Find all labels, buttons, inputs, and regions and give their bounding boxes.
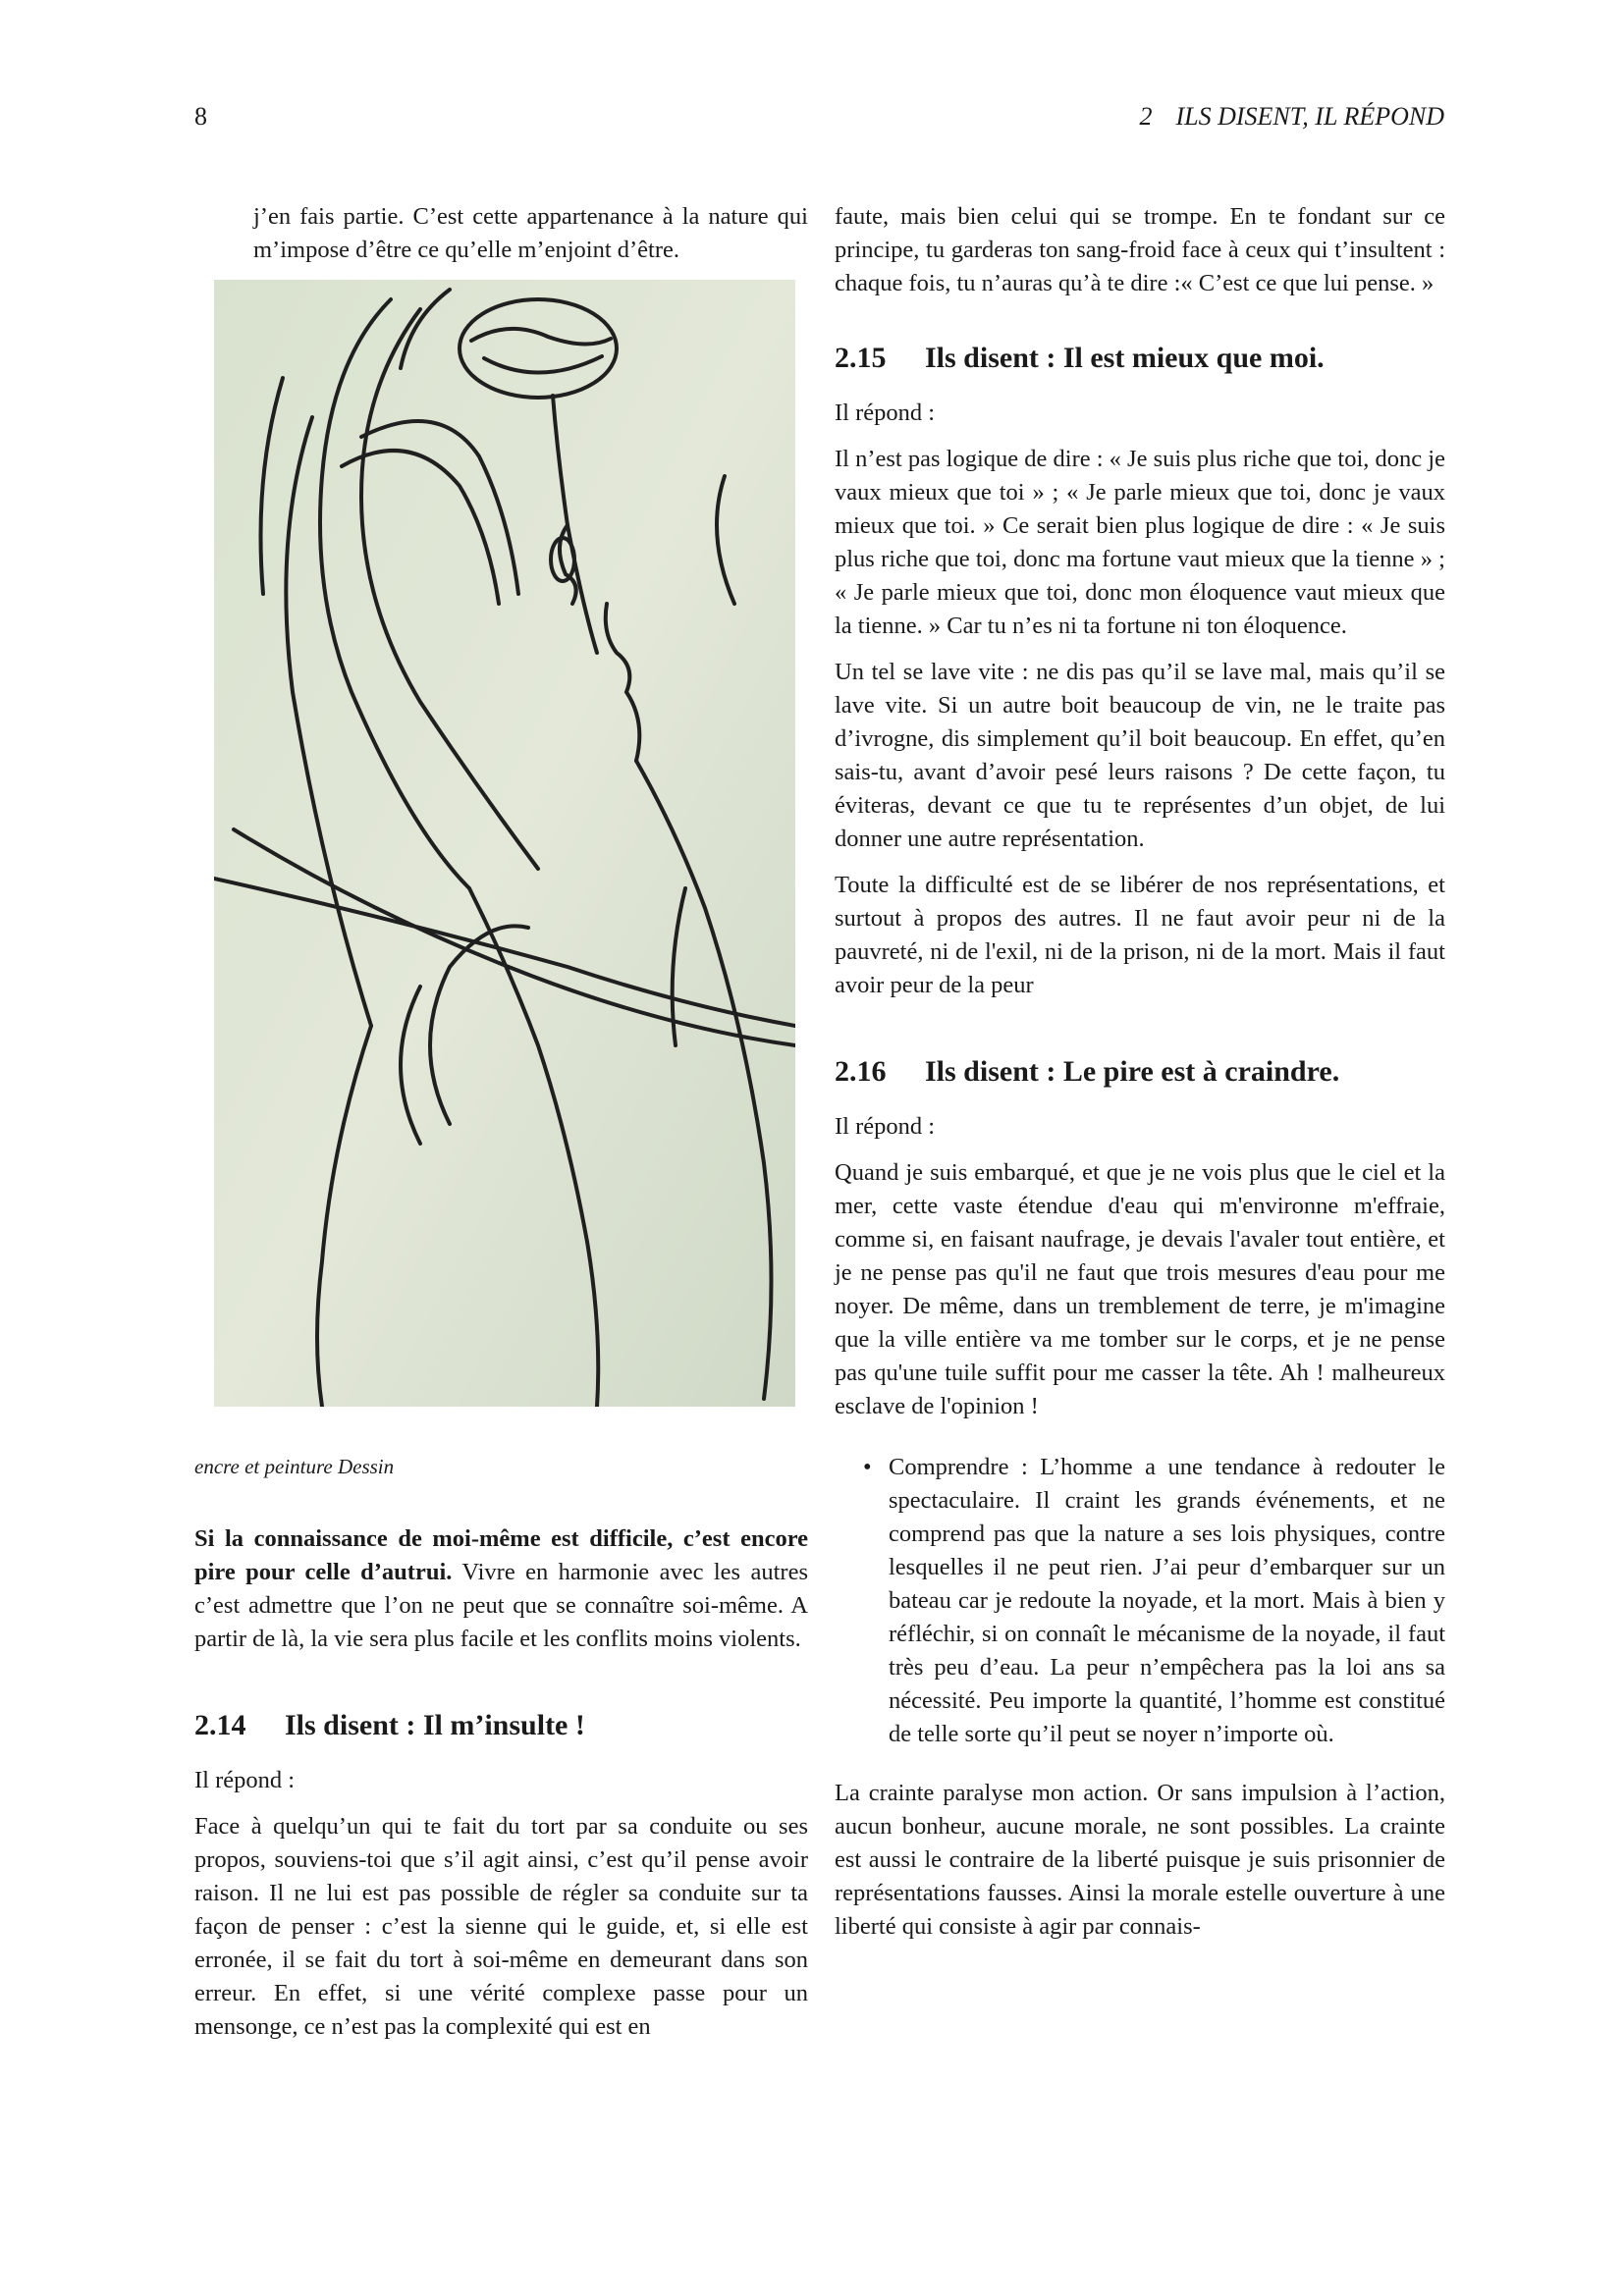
section-2-16-text: Quand je suis embarqué, et que je ne vois plus que le ciel et la mer, cette vaste étendue d'eau qui m'environne m'effraie, comme si, en faisant naufrage, je devais l'avaler tout entière, et je ne pense pas qu'il ne faut que trois mesures d'eau pour me noyer. De même, dans un tremblement de terre, je m'imagine que la ville entière va me tomber sur le corps, et je ne pense pas qu'une tuile suffit pour me casser la tête. Ah ! malheureux esclave de l'opinion ! — [835, 1159, 1445, 1419]
bold-lead: Si la connaissance de moi-même est difficile, c’est encore pire pour celle d’autrui. — [194, 1525, 808, 1585]
bullet-list — [835, 1451, 1445, 1751]
continuation-paragraph: faute, mais bien celui qui se trompe. En te fondant sur ce principe, tu garderas ton sang-froid face à ceux qui t’insultent : chaque fois, tu n’auras qu’à te dire :« C’est ce que lui pense. » — [835, 203, 1445, 296]
section-number: 2.16 — [835, 1055, 887, 1088]
section-2-15-paragraph: Il n’est pas logique de dire : « Je suis plus riche que toi, donc je vaux mieux que toi » ; « Je parle mieux que toi, donc je vaux mieux que toi. » Ce serait bien plus logique de dire : « Je suis plus riche que toi, donc ma fortune vaut mieux que la tienne » ; « Je parle mieux que toi, donc mon éloquence vaut mieux que la tienne. » Car tu n’es ni ta fortune ni ton éloquence. — [835, 446, 1445, 639]
section-number: 2.14 — [194, 1709, 246, 1741]
reply-label: Il répond : — [835, 1113, 936, 1140]
ink-drawing-figure — [214, 280, 795, 1407]
reply-label: Il répond : — [835, 400, 936, 426]
chapter-title: ILS DISENT, IL RÉPOND — [1175, 102, 1444, 131]
harmony-paragraph — [194, 1522, 808, 1656]
chapter-number: 2 — [1139, 102, 1153, 131]
section-title-text: Ils disent : Il m’insulte ! — [285, 1709, 585, 1741]
page-number: 8 — [194, 102, 207, 131]
closing-paragraph: La crainte paralyse mon action. Or sans impulsion à l’action, aucun bonheur, aucune morale, ne sont possibles. La crainte est aussi le contraire de la liberté puisque je suis prisonnier de représentations fausses. Ainsi la morale estelle ouverture à une liberté qui consiste à agir par connais- — [835, 1780, 1445, 1940]
section-number: 2.15 — [835, 342, 887, 374]
section-2-16-title — [835, 1053, 1445, 1091]
section-2-15-paragraph: Un tel se lave vite : ne dis pas qu’il se lave mal, mais qu’il se lave vite. Si un autre boit beaucoup de vin, ne le traite pas d’ivrogne, dis simplement qu’il boit beaucoup. En effet, qu’en sais-tu, avant d’avoir pesé leurs raisons ? De cette façon, tu éviteras, devant ce que tu te représentes d’un objet, de lui donner une autre représentation. — [835, 659, 1445, 852]
right-column — [835, 200, 1445, 1956]
ink-drawing-image — [214, 280, 795, 1407]
left-column — [194, 200, 808, 2056]
reply-label: Il répond : — [194, 1767, 296, 1793]
section-2-15-title — [835, 340, 1445, 377]
harmony-text: Vivre en harmonie avec les autres c’est admettre que l’on ne peut que se connaître soi-même. A partir de là, la vie sera plus facile et les conflits moins violents. — [194, 1559, 808, 1652]
figure-caption: encre et peinture Dessin — [194, 1455, 395, 1478]
section-2-15-paragraph: Toute la difficulté est de se libérer de nos représentations, et surtout à propos des autres. Il ne faut avoir peur ni de la pauvreté, ni de l'exil, ni de la prison, ni de la mort. Mais il faut avoir peur de la peur — [835, 872, 1445, 998]
section-2-14-title — [194, 1707, 808, 1744]
intro-paragraph: j’en fais partie. C’est cette appartenance à la nature qui m’impose d’être ce qu’elle m’enjoint d’être. — [253, 203, 808, 263]
chapter-heading — [1140, 102, 1445, 132]
section-title-text: Ils disent : Le pire est à craindre. — [925, 1055, 1340, 1088]
section-2-14-text: Face à quelqu’un qui te fait du tort par sa conduite ou ses propos, souviens-toi que s’il agit ainsi, c’est qu’il pense avoir raison. Il ne lui est pas possible de régler sa conduite sur ta façon de penser : c’est la sienne qui le guide, et, si elle est erronée, il se fait du tort à soi-même en demeurant dans son erreur. En effet, si une vérité complexe passe pour un mensonge, ce n’est pas la complexité qui est en — [194, 1813, 808, 2040]
section-title-text: Ils disent : Il est mieux que moi. — [925, 342, 1325, 374]
list-item: • Comprendre : L’homme a une tendance à redouter le spectaculaire. Il craint les grands événements, et ne comprend pas que la nature a ses lois physiques, contre lesquelles il ne peut rien. J’ai peur d’embarquer sur un bateau car je redoute la noyade, et la mort. Mais à bien y réfléchir, si on connaît le mécanisme de la noyade, il faut très peu d’eau. La peur n’empêchera pas la loi ans sa nécessité. Peu importe la quantité, l’homme est constitué de telle sorte qu’il peut se noyer n’importe où. — [889, 1451, 1445, 1751]
